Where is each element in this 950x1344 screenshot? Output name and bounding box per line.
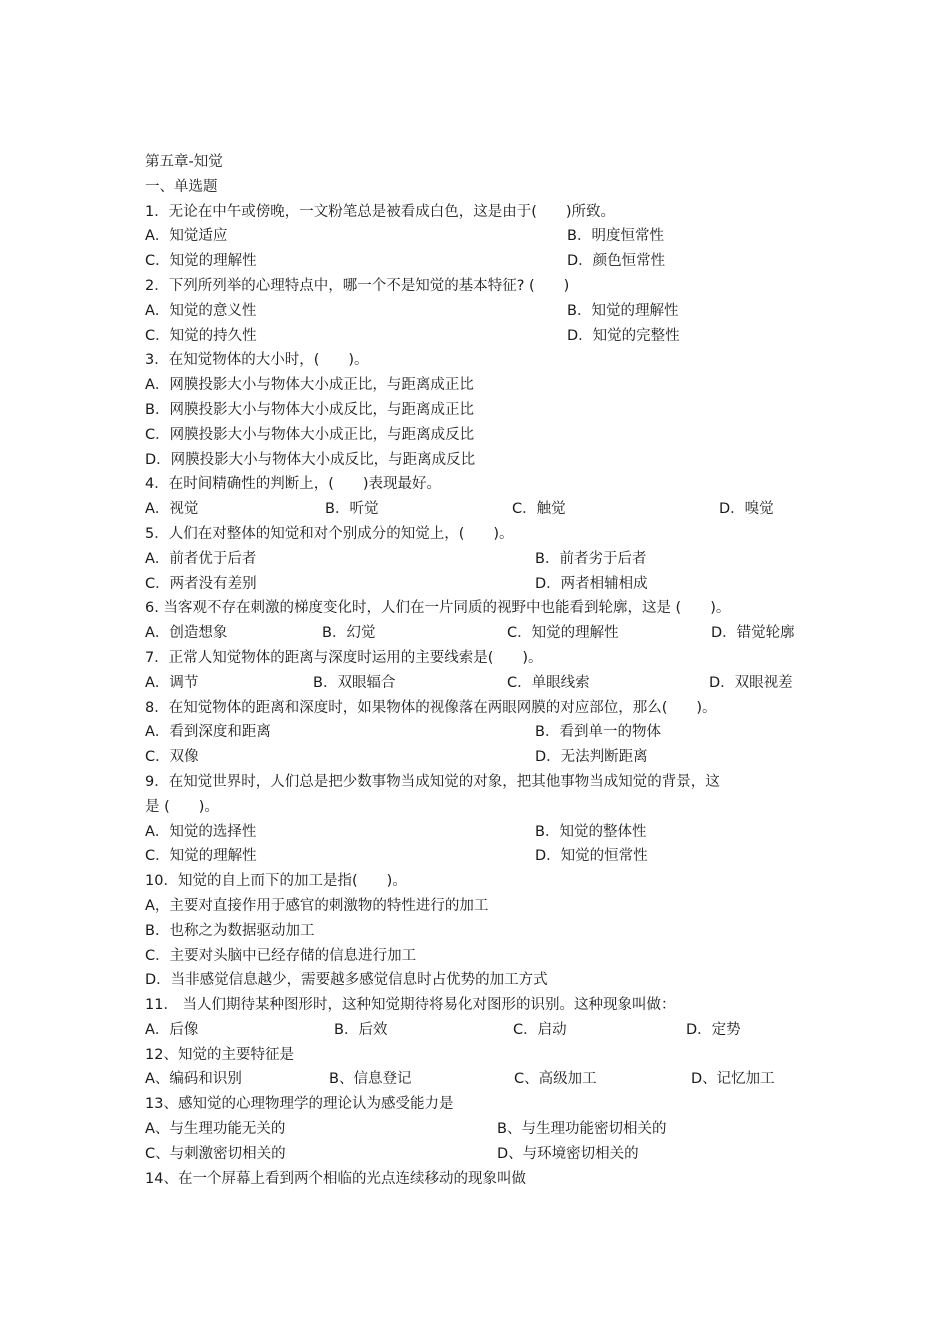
- option-b: B．双眼辐合: [313, 674, 396, 691]
- chapter-title: 第五章-知觉: [145, 154, 223, 170]
- question-9-options-row2: [145, 844, 825, 869]
- option-a: A．视觉: [145, 501, 199, 518]
- option-d: D．当非感觉信息越少，需要越多感觉信息时占优势的加工方式: [145, 972, 548, 989]
- option-c: C．单眼线索: [507, 674, 590, 691]
- option-d: D．定势: [686, 1021, 741, 1038]
- option-a: A．知觉适应: [145, 228, 228, 245]
- option-a: A．网膜投影大小与物体大小成正比，与距离成正比: [145, 377, 474, 394]
- option-d: D．网膜投影大小与物体大小成反比，与距离成反比: [145, 451, 476, 468]
- option-b: B．也称之为数据驱动加工: [145, 922, 315, 939]
- option-d: D．双眼视差: [709, 674, 793, 691]
- section-heading: 一、单选题: [145, 178, 218, 195]
- option-c: C．知觉的理解性: [145, 253, 257, 270]
- option-a: A，主要对直接作用于感官的刺激物的特性进行的加工: [145, 897, 489, 914]
- option-b: B、与生理功能密切相关的: [497, 1121, 667, 1138]
- option-d: D、记忆加工: [691, 1071, 775, 1088]
- question-12-stem: 12、知觉的主要特征是: [145, 1046, 294, 1063]
- option-c: C．两者没有差别: [145, 575, 257, 592]
- question-4-options: [145, 497, 825, 522]
- option-b: B．知觉的理解性: [567, 302, 679, 319]
- question-14-stem: 14、在一个屏幕上看到两个相临的光点连续移动的现象叫做: [145, 1170, 526, 1187]
- question-5-options-row2: [145, 572, 825, 597]
- option-d: D．知觉的完整性: [567, 327, 680, 344]
- option-b: B．网膜投影大小与物体大小成反比，与距离成正比: [145, 401, 474, 418]
- option-c: C、与刺激密切相关的: [145, 1145, 286, 1162]
- option-b: B．明度恒常性: [567, 228, 664, 245]
- document-body: [145, 150, 825, 1191]
- option-b: B．知觉的整体性: [535, 823, 647, 840]
- option-b: B．看到单一的物体: [535, 724, 661, 741]
- option-a: A、与生理功能无关的: [145, 1121, 286, 1138]
- option-b: B．幻觉: [322, 625, 376, 642]
- option-a: A．创造想象: [145, 625, 228, 642]
- question-11-stem: 11． 当人们期待某种图形时，这种知觉期待将易化对图形的识别。这种现象叫做：: [145, 997, 676, 1014]
- option-d: D．嗅觉: [719, 501, 774, 518]
- option-b: B．前者劣于后者: [535, 550, 647, 567]
- question-13-options-row1: [145, 1117, 825, 1142]
- question-8-stem: 8．在知觉物体的距离和深度时，如果物体的视像落在两眼网膜的对应部位，那么( )。: [145, 699, 717, 716]
- option-a: A．看到深度和距离: [145, 724, 271, 741]
- option-a: A．前者优于后者: [145, 550, 257, 567]
- question-4-stem: 4．在时间精确性的判断上，( )表现最好。: [145, 476, 442, 493]
- option-a: A．后像: [145, 1021, 199, 1038]
- option-c: C．触觉: [512, 501, 566, 518]
- question-9-stem: 9．在知觉世界时，人们总是把少数事物当成知觉的对象，把其他事物当成知觉的背景，这: [145, 773, 720, 790]
- option-d: D．无法判断距离: [535, 749, 648, 766]
- question-6-options: [145, 621, 825, 646]
- option-c: C．启动: [513, 1021, 567, 1038]
- question-7-stem: 7．正常人知觉物体的距离与深度时运用的主要线索是( )。: [145, 649, 543, 666]
- question-2-options-row2: [145, 324, 825, 349]
- option-d: D．颜色恒常性: [567, 253, 666, 270]
- option-b: B．后效: [334, 1021, 388, 1038]
- option-c: C．知觉的理解性: [145, 848, 257, 865]
- question-1-options-row2: [145, 249, 825, 274]
- option-c: C．知觉的持久性: [145, 327, 257, 344]
- option-c: C．网膜投影大小与物体大小成正比，与距离成反比: [145, 426, 475, 443]
- question-6-stem: 6. 当客观不存在刺激的梯度变化时，人们在一片同质的视野中也能看到轮廓，这是 ( )。: [145, 600, 731, 617]
- option-d: D、与环境密切相关的: [497, 1145, 639, 1162]
- option-d: D．两者相辅相成: [535, 575, 648, 592]
- question-11-options: [145, 1018, 825, 1043]
- option-a: A．知觉的选择性: [145, 823, 257, 840]
- question-7-options: [145, 671, 825, 696]
- question-2-options-row1: [145, 299, 825, 324]
- option-a: A．知觉的意义性: [145, 302, 257, 319]
- option-a: A、编码和识别: [145, 1071, 242, 1088]
- question-9-options-row1: [145, 820, 825, 845]
- option-c: C．知觉的理解性: [507, 625, 619, 642]
- option-d: D．错觉轮廓: [711, 625, 795, 642]
- question-2-stem: 2．下列所列举的心理特点中，哪一个不是知觉的基本特征? ( ): [145, 277, 570, 294]
- option-c: C、高级加工: [514, 1071, 597, 1088]
- question-5-stem: 5．人们在对整体的知觉和对个别成分的知觉上，( )。: [145, 525, 514, 542]
- question-8-options-row2: [145, 745, 825, 770]
- option-d: D．知觉的恒常性: [535, 848, 648, 865]
- question-1-stem: 1．无论在中午或傍晚，一文粉笔总是被看成白色，这是由于( )所致。: [145, 203, 616, 220]
- option-c: C．双像: [145, 749, 199, 766]
- option-b: B．听觉: [325, 501, 379, 518]
- option-c: C．主要对头脑中已经存储的信息进行加工: [145, 947, 417, 964]
- question-3-stem: 3．在知觉物体的大小时，( )。: [145, 352, 369, 369]
- option-b: B、信息登记: [329, 1071, 412, 1088]
- question-13-stem: 13、感知觉的心理物理学的理论认为感受能力是: [145, 1096, 454, 1113]
- question-12-options: [145, 1067, 825, 1092]
- question-1-options-row1: [145, 224, 825, 249]
- question-5-options-row1: [145, 547, 825, 572]
- question-10-stem: 10．知觉的自上而下的加工是指( )。: [145, 873, 407, 890]
- question-8-options-row1: [145, 720, 825, 745]
- question-9-stem-continued: 是 ( )。: [145, 798, 219, 815]
- question-13-options-row2: [145, 1142, 825, 1167]
- option-a: A．调节: [145, 674, 199, 691]
